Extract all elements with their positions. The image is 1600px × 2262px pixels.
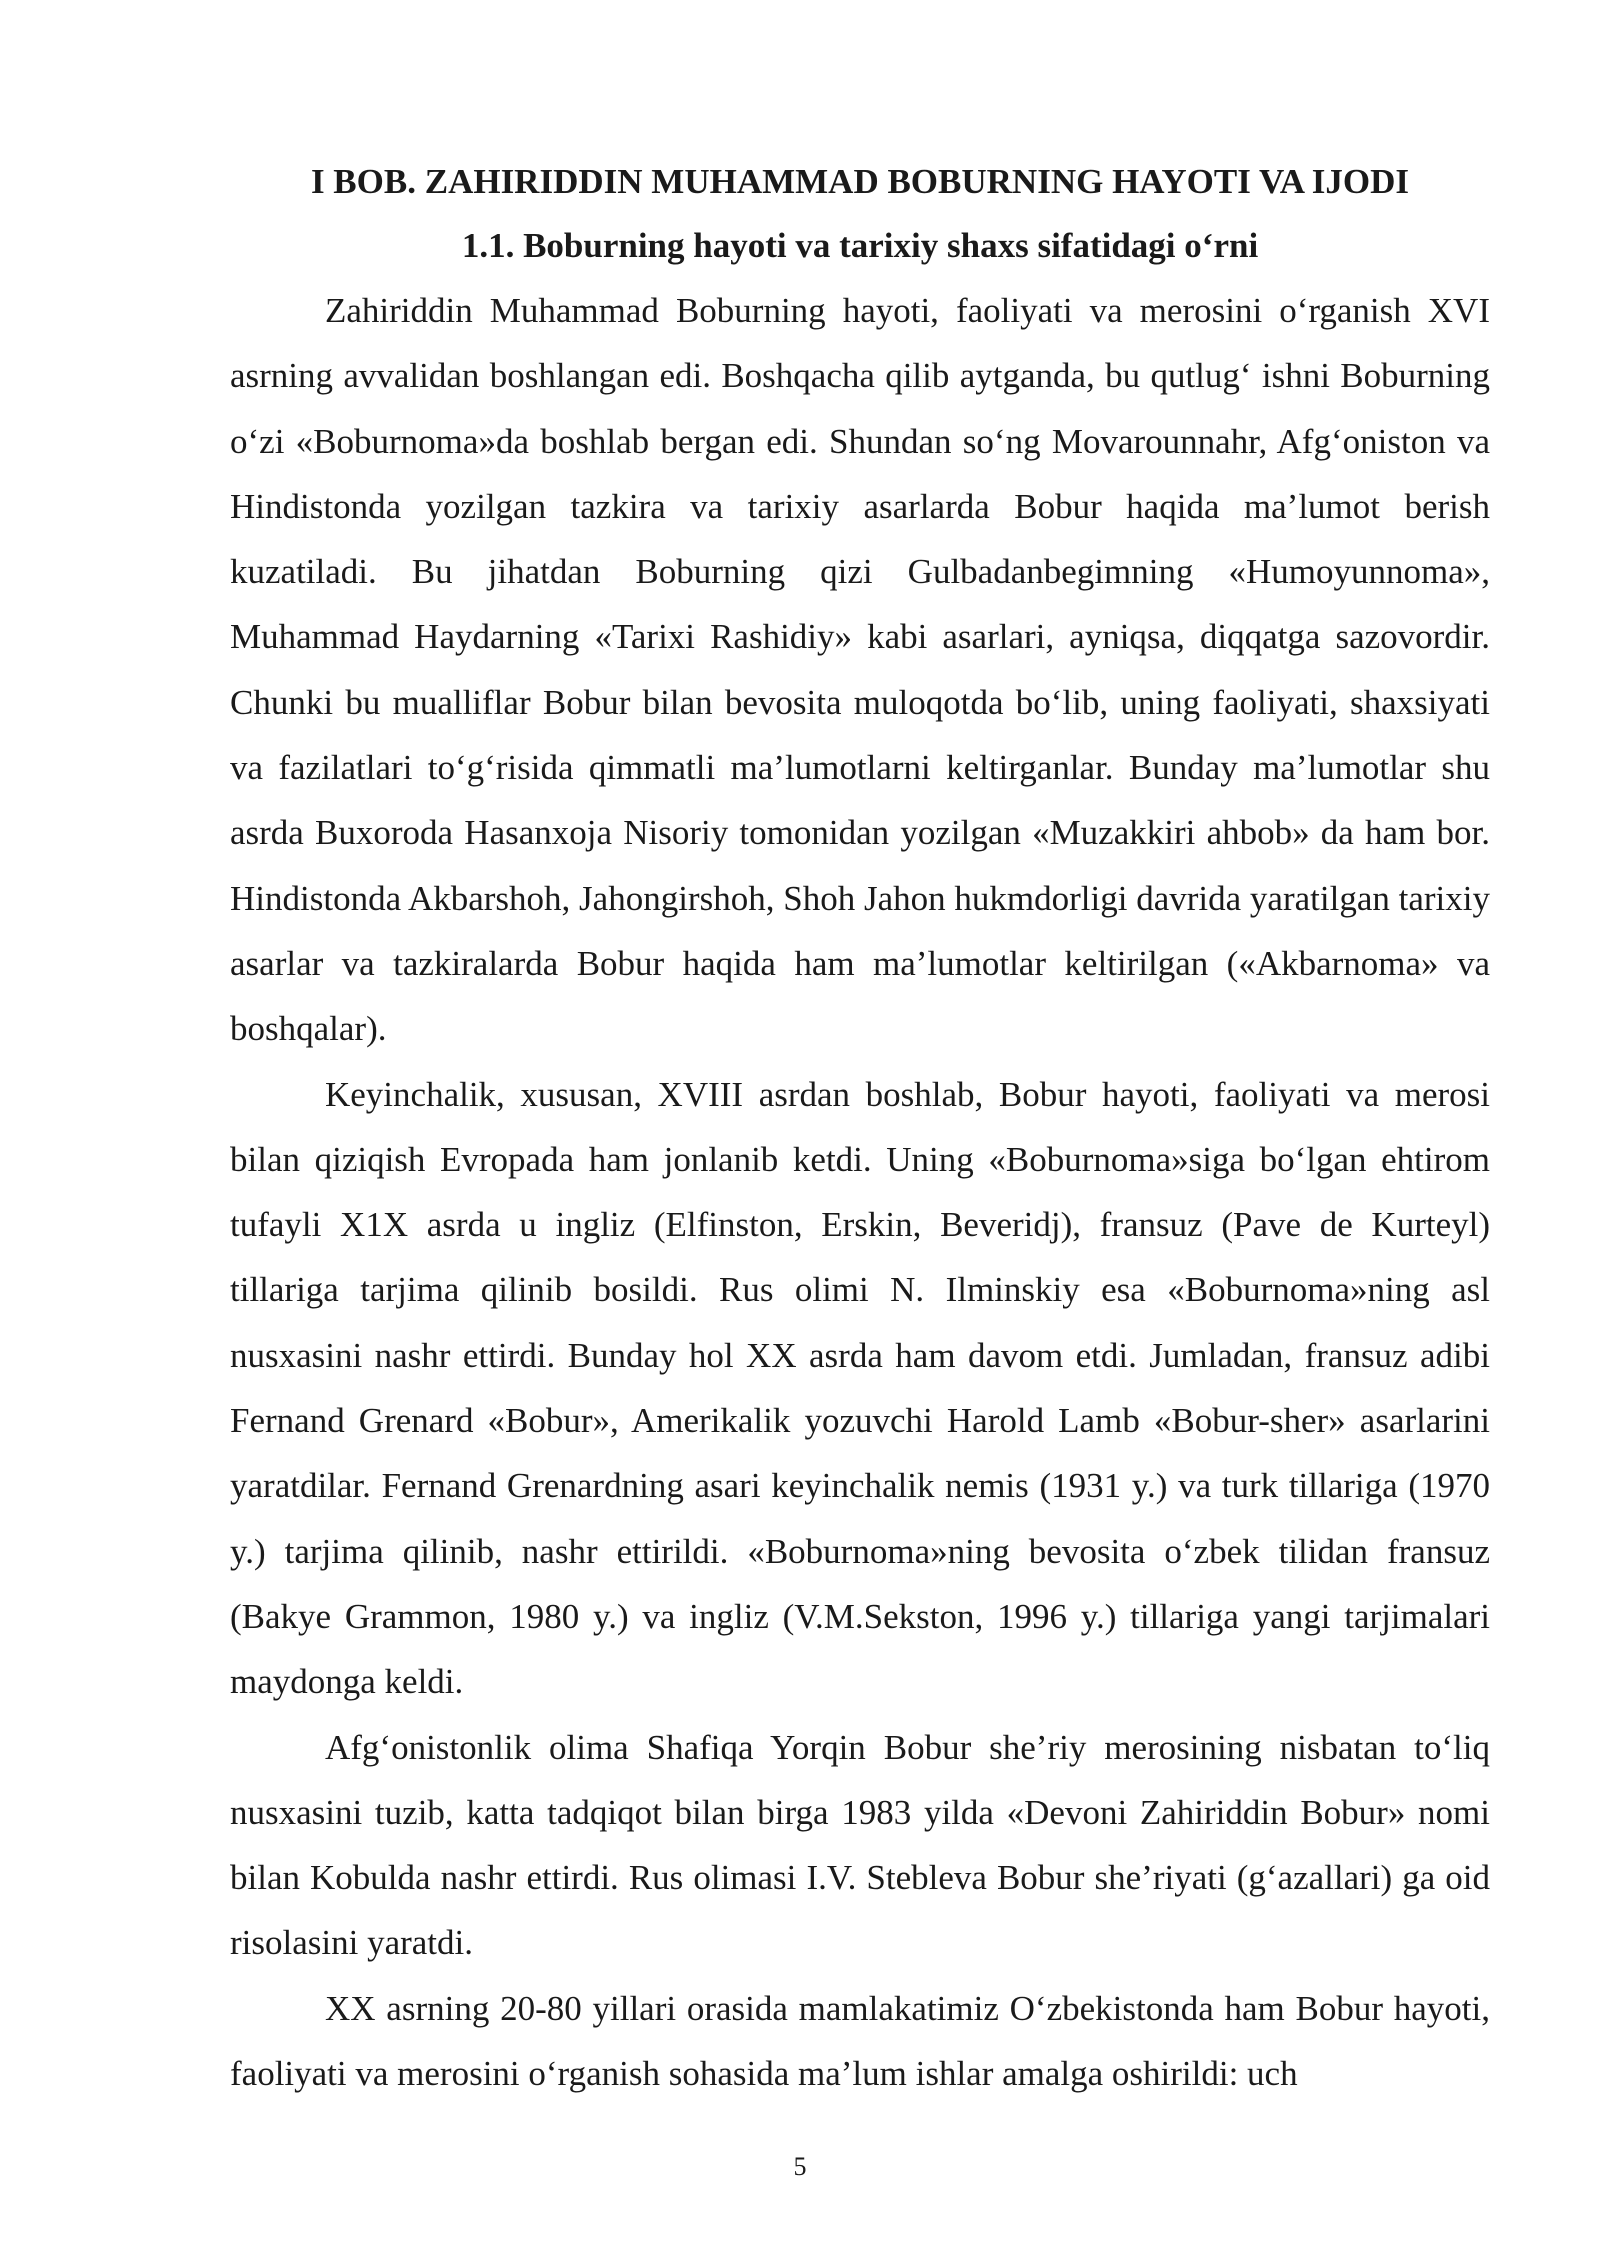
paragraph-3: Afg‘onistonlik olima Shafiqa Yorqin Bobur she’riy merosining nisbatan to‘liq nusxasini tuzib, katta tadqiqot bilan birga 1983 yilda «Devoni Zahiriddin Bobur» nomi bilan Kobulda nashr ettirdi. Rus olimasi I.V. Stebleva Bobur she’riyati (g‘azallari) ga oid risolasini yaratdi. <box>230 1727 1490 1963</box>
paragraph-1: Zahiriddin Muhammad Boburning hayoti, faoliyati va merosini o‘rganish XVI asrning avvalidan boshlangan edi. Boshqacha qilib aytganda, bu qutlug‘ ishni Boburning o‘zi «Boburnoma»da boshlab bergan edi. Shundan so‘ng Movarounnahr, Afg‘oniston va Hindistonda yozilgan tazkira va tarixiy asarlarda Bobur haqida ma’lumot berish kuzatiladi. Bu jihatdan Boburning qizi Gulbadanbegimning «Humoyunnoma», Muhammad Haydarning «Tarixi Rashidiy» kabi asarlari, ayniqsa, diqqatga sazovordir. Chunki bu mualliflar Bobur bilan bevosita muloqotda bo‘lib, uning faoliyati, shaxsiyati va fazilatlari to‘g‘risida qimmatli ma’lumotlarni keltirganlar. Bunday ma’lumotlar shu asrda Buxoroda Hasanxoja Nisoriy tomonidan yozilgan «Muzakkiri ahbob» da ham bor. Hindistonda Akbarshoh, Jahongirshoh, Shoh Jahon hukmdorligi davrida yaratilgan tarixiy asarlar va tazkiralarda Bobur haqida ham ma’lumotlar keltirilgan («Akbarnoma» va boshqalar). <box>230 291 1490 1049</box>
page-content <box>230 150 1490 2106</box>
chapter-title: I BOB. ZAHIRIDDIN MUHAMMAD BOBURNING HAYOTI VA IJODI <box>310 162 1410 201</box>
paragraph-4: XX asrning 20-80 yillari orasida mamlakatimiz O‘zbekistonda ham Bobur hayoti, faoliyati va merosini o‘rganish sohasida ma’lum ishlar amalga oshirildi: uch <box>230 1988 1490 2094</box>
page-number: 5 <box>793 2152 807 2181</box>
section-title: 1.1. Boburning hayoti va tarixiy shaxs sifatidagi o‘rni <box>461 226 1259 265</box>
paragraph-2: Keyinchalik, xususan, XVIII asrdan boshlab, Bobur hayoti, faoliyati va merosi bilan qiziqish Evropada ham jonlanib ketdi. Uning «Boburnoma»siga bo‘lgan ehtirom tufayli X1X asrda u ingliz (Elfinston, Erskin, Beveridj), fransuz (Pave de Kurteyl) tillariga tarjima qilinib bosildi. Rus olimi N. Ilminskiy esa «Boburnoma»ning asl nusxasini nashr ettirdi. Bunday hol XX asrda ham davom etdi. Jumladan, fransuz adibi Fernand Grenard «Bobur», Amerikalik yozuvchi Harold Lamb «Bobur-sher» asarlarini yaratdilar. Fernand Grenardning asari keyinchalik nemis (1931 y.) va turk tillariga (1970 y.) tarjima qilinib, nashr ettirildi. «Boburnoma»ning bevosita o‘zbek tilidan fransuz (Bakye Grammon, 1980 y.) va ingliz (V.M.Sekston, 1996 y.) tillariga yangi tarjimalari maydonga keldi. <box>230 1074 1490 1702</box>
